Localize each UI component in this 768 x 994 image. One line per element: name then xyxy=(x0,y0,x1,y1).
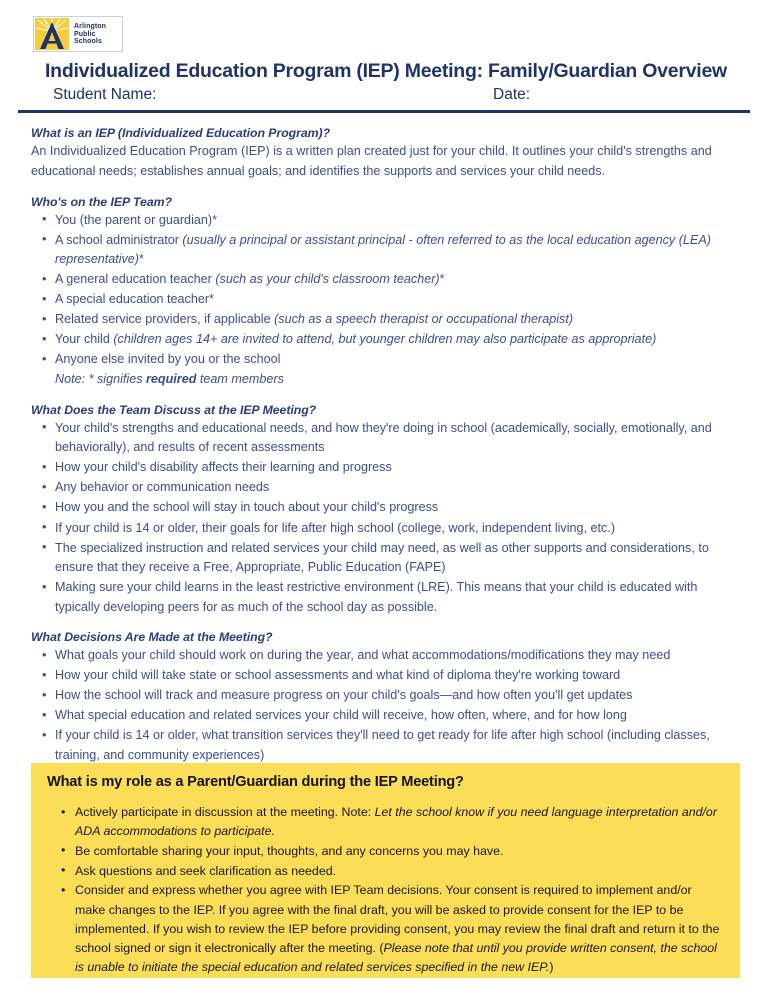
iep-team-list xyxy=(31,211,738,390)
list-item: • What goals your child should work on during the year, and what accommodations/modifications they may need xyxy=(31,646,738,666)
logo-line-2: Public xyxy=(74,30,96,38)
list-item: • Your child (children ages 14+ are invited to attend, but younger children may also participate as appropriate) xyxy=(31,330,738,350)
list-item: • How your child's disability affects their learning and progress xyxy=(31,458,738,478)
note-bold-word: required xyxy=(146,372,197,387)
team-members-note: Note: * signifies required team members xyxy=(55,372,284,387)
section-iep-team xyxy=(31,195,738,390)
list-item: • Be comfortable sharing your input, thoughts, and any concerns you may have. xyxy=(45,842,724,861)
student-name-label: Student Name: xyxy=(53,86,157,103)
list-item: • How your child will take state or school assessments and what kind of diploma they're working toward xyxy=(31,666,738,686)
section-what-is-an-iep xyxy=(31,126,738,182)
section-decisions-made xyxy=(31,630,738,765)
list-item: • Any behavior or communication needs xyxy=(31,478,738,498)
list-item: • If your child is 14 or older, what transition services they'll need to get ready for life after high school (including classes, training, and community experiences) xyxy=(31,726,738,765)
section-heading: What is an IEP (Individualized Education Program)? xyxy=(31,126,331,140)
student-date-row xyxy=(53,86,750,104)
list-item: • Ask questions and seek clarification as needed. xyxy=(45,862,724,881)
logo-wordmark xyxy=(70,23,106,46)
list-item: • The specialized instruction and related services your child may need, as well as other supports and considerations, to ensure that they receive a Free, Appropriate, Public Education (FAPE) xyxy=(31,539,738,578)
section-heading: What Does the Team Discuss at the IEP Meeting? xyxy=(31,402,317,417)
list-item: • Your child's strengths and educational needs, and how they're doing in school (academically, socially, emotionally, and behaviorally), and results of recent assessments xyxy=(31,419,738,458)
parent-role-callout xyxy=(31,763,740,978)
decisions-list xyxy=(31,646,738,765)
arlington-public-schools-logo xyxy=(33,16,123,52)
logo-sunburst-a-icon xyxy=(34,17,70,51)
section-paragraph: An Individualized Education Program (IEP) is a written plan created just for your child. It outlines your child's strengths and educational needs; establishes annual goals; and identifies the supports and services your child needs. xyxy=(31,144,712,178)
list-item: • You (the parent or guardian)* xyxy=(31,211,738,231)
list-item: • A special education teacher* xyxy=(31,290,738,310)
list-item: • If your child is 14 or older, their goals for life after high school (college, work, independent living, etc.) xyxy=(31,519,738,539)
list-item: • Anyone else invited by you or the school xyxy=(31,350,738,370)
logo-line-1: Arlington xyxy=(74,23,107,30)
list-item: • Actively participate in discussion at the meeting. Note: Let the school know if you need language interpretation and/or ADA accommodations to participate. xyxy=(45,803,724,841)
logo-line-3: Schools xyxy=(74,38,102,45)
document-header xyxy=(0,0,768,104)
callout-heading: What is my role as a Parent/Guardian during the IEP Meeting? xyxy=(47,774,464,790)
list-item: • A general education teacher (such as your child's classroom teacher)* xyxy=(31,270,738,290)
document-body xyxy=(0,113,768,765)
callout-italic-note: Please note that until you provide written consent, the school is unable to initiate the special education and related services specified in the new IEP. xyxy=(75,941,717,975)
section-team-discussion xyxy=(31,403,738,617)
parent-role-list xyxy=(45,803,724,977)
team-discussion-list xyxy=(31,419,738,617)
section-heading: What Decisions Are Made at the Meeting? xyxy=(31,630,273,645)
date-label: Date: xyxy=(493,86,531,103)
page-title: Individualized Education Program (IEP) Meeting: Family/Guardian Overview xyxy=(45,60,727,82)
list-item: • Making sure your child learns in the least restrictive environment (LRE). This means that your child is educated with typically developing peers for as much of the school day as possible. xyxy=(31,578,738,617)
list-item: • What special education and related services your child will receive, how often, where, and for how long xyxy=(31,706,738,726)
section-heading: Who's on the IEP Team? xyxy=(31,194,172,209)
list-item: • How you and the school will stay in touch about your child's progress xyxy=(31,498,738,518)
callout-italic-note: Let the school know if you need language interpretation and/or ADA accommodations to participate. xyxy=(75,805,717,839)
list-item: • How the school will track and measure progress on your child's goals—and how often you'll get updates xyxy=(31,686,738,706)
logo-row xyxy=(33,16,750,52)
list-item: • Consider and express whether you agree with IEP Team decisions. Your consent is required to implement and/or make changes to the IEP. If you agree with the final draft, you will be asked to provide consent for the IEP to be implemented. If you wish to review the IEP before providing consent, you may review the final draft and return it to the school signed or sign it electronically after the meeting. (Please note that until you provide written consent, the school is unable to initiate the special education and related services specified in the new IEP.) xyxy=(45,881,724,977)
list-item: • Related service providers, if applicable (such as a speech therapist or occupational therapist) xyxy=(31,310,738,330)
list-item: • A school administrator (usually a principal or assistant principal - often referred to as the local education agency (LEA) representative)* xyxy=(31,231,738,270)
